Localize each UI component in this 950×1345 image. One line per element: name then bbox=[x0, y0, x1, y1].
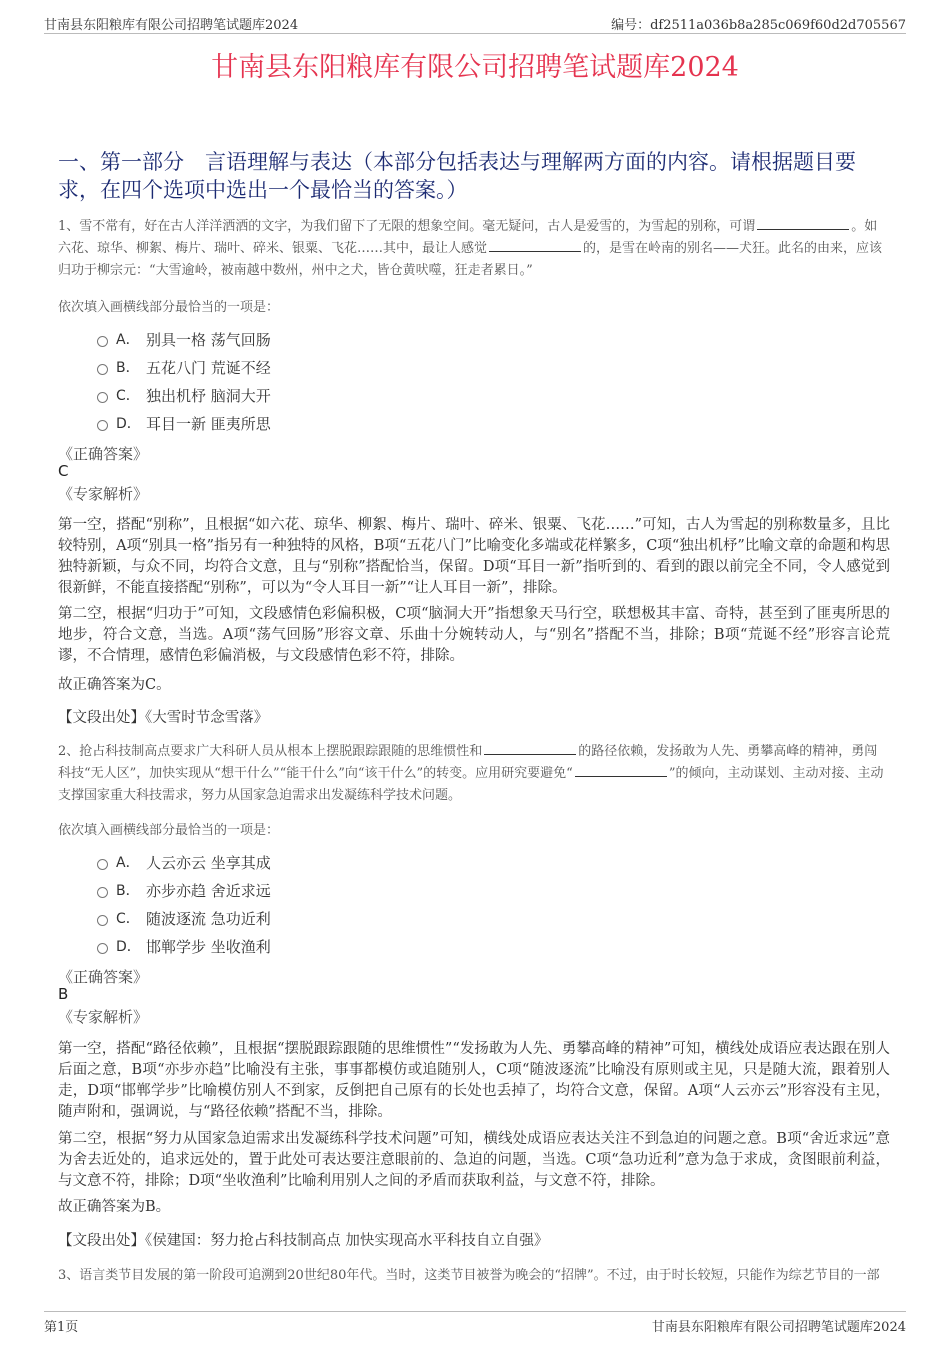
q1-answer-label: 《正确答案》 bbox=[58, 445, 149, 463]
question-2-text bbox=[58, 741, 890, 807]
q1-option-c[interactable] bbox=[97, 381, 271, 409]
option-text: 亦步亦趋 舍近求远 bbox=[146, 881, 271, 900]
radio-icon[interactable] bbox=[97, 887, 108, 898]
option-letter: C． bbox=[116, 911, 140, 927]
footer-doc-title: 甘南县东阳粮库有限公司招聘笔试题库2024 bbox=[651, 1320, 906, 1335]
q2-prompt: 依次填入画横线部分最恰当的一项是： bbox=[58, 823, 280, 838]
blank-line bbox=[575, 764, 667, 777]
q2-text-part-c: ”的倾向，主动谋划、主动对接、主动支撑国家重大科技需求，努力从国家急迫需求出发凝练科学技术问题。 bbox=[58, 766, 884, 803]
option-text: 独出机杼 脑洞大开 bbox=[146, 386, 271, 405]
option-text: 随波逐流 急功近利 bbox=[146, 909, 271, 928]
footer-divider bbox=[44, 1311, 906, 1312]
q1-text-part-c: 的，是雪在岭南的别名——犬狂。此名的由来，应该归功于柳宗元：“大雪逾岭，被南越中数州，州中之犬，皆仓黄吠噬，狂走者累日。” bbox=[58, 241, 883, 278]
q1-analysis-para-2: 第二空，根据“归功于”可知，文段感情色彩偏积极，C项“脑洞大开”指想象天马行空，联想极其丰富、奇特，甚至到了匪夷所思的地步，符合文意，当选。A项“荡气回肠”形容文章、乐曲十分婉转动人，与“别名”搭配不当，排除；B项“荒诞不经”形容言论荒谬，不合情理，感情色彩偏消极，与文段感情色彩不符，排除。 bbox=[58, 606, 890, 664]
option-letter: A． bbox=[116, 855, 140, 871]
page-title: 甘南县东阳粮库有限公司招聘笔试题库2024 bbox=[211, 52, 739, 83]
q1-option-d[interactable] bbox=[97, 409, 271, 437]
blank-line bbox=[484, 742, 576, 755]
q2-option-d[interactable] bbox=[97, 932, 271, 960]
q2-option-c[interactable] bbox=[97, 904, 271, 932]
q1-option-a[interactable] bbox=[97, 325, 271, 353]
question-3-text: 3、语言类节目发展的第一阶段可追溯到20世纪80年代。当时，这类节目被誉为晚会的“招牌”。不过，由于时长较短，只能作为综艺节目的一部 bbox=[58, 1268, 880, 1283]
radio-icon[interactable] bbox=[97, 392, 108, 403]
q1-text-part-b: 。如六花、琼华、柳絮、梅片、瑞叶、碎米、银粟、飞花……其中，最让人感觉 bbox=[58, 219, 878, 256]
q1-text-part-a: 1、雪不常有，好在古人洋洋洒洒的文字，为我们留下了无限的想象空间。毫无疑问，古人是爱雪的，为雪起的别称，可谓 bbox=[58, 219, 756, 234]
q2-answer-label: 《正确答案》 bbox=[58, 968, 149, 986]
radio-icon[interactable] bbox=[97, 915, 108, 926]
option-letter: D． bbox=[116, 939, 141, 955]
header-divider bbox=[44, 33, 906, 34]
question-1-text bbox=[58, 216, 890, 282]
radio-icon[interactable] bbox=[97, 336, 108, 347]
section-heading: 一、第一部分 言语理解与表达（本部分包括表达与理解两方面的内容。请根据题目要求，在四个选项中选出一个最恰当的答案。） bbox=[58, 150, 856, 202]
option-text: 邯郸学步 坐收渔利 bbox=[146, 937, 271, 956]
option-text: 耳目一新 匪夷所思 bbox=[146, 414, 271, 433]
blank-line bbox=[757, 217, 849, 230]
radio-icon[interactable] bbox=[97, 364, 108, 375]
q1-answer: C bbox=[58, 462, 69, 480]
q2-answer: B bbox=[58, 985, 69, 1003]
q2-text-part-a: 2、抢占科技制高点要求广大科研人员从根本上摆脱跟踪跟随的思维惯性和 bbox=[58, 744, 483, 759]
q1-option-b[interactable] bbox=[97, 353, 271, 381]
q2-option-b[interactable] bbox=[97, 876, 271, 904]
q2-text-part-b: 的路径依赖，发扬敢为人先、勇攀高峰的精神，勇闯科技“无人区”，加快实现从“想干什么”“能干什么”向“该干什么”的转变。应用研究要避免“ bbox=[58, 744, 878, 781]
q1-source: 【文段出处】《大雪时节念雪落》 bbox=[58, 710, 269, 726]
option-letter: B． bbox=[116, 883, 140, 899]
radio-icon[interactable] bbox=[97, 859, 108, 870]
q2-options bbox=[97, 848, 271, 960]
q2-conclusion: 故正确答案为B。 bbox=[58, 1199, 171, 1215]
q1-prompt: 依次填入画横线部分最恰当的一项是： bbox=[58, 300, 280, 315]
q1-options bbox=[97, 325, 271, 437]
option-letter: C． bbox=[116, 388, 140, 404]
option-text: 人云亦云 坐享其成 bbox=[146, 853, 271, 872]
blank-line bbox=[489, 239, 581, 252]
radio-icon[interactable] bbox=[97, 420, 108, 431]
header-doc-title: 甘南县东阳粮库有限公司招聘笔试题库2024 bbox=[44, 18, 299, 33]
page-number: 第1页 bbox=[44, 1320, 79, 1335]
q2-source: 【文段出处】《侯建国：努力抢占科技制高点 加快实现高水平科技自立自强》 bbox=[58, 1233, 549, 1249]
q2-option-a[interactable] bbox=[97, 848, 271, 876]
page-header bbox=[44, 12, 906, 32]
option-letter: D． bbox=[116, 416, 141, 432]
option-text: 别具一格 荡气回肠 bbox=[146, 330, 271, 349]
q1-conclusion: 故正确答案为C。 bbox=[58, 677, 171, 693]
option-letter: A． bbox=[116, 332, 140, 348]
option-text: 五花八门 荒诞不经 bbox=[146, 358, 271, 377]
q1-analysis-para-1: 第一空，搭配“别称”，且根据“如六花、琼华、柳絮、梅片、瑞叶、碎米、银粟、飞花……”可知，古人为雪起的别称数量多，且比较特别，A项“别具一格”指另有一种独特的风格，B项“五花八门”比喻变化多端或花样繁多，C项“独出机杼”比喻文章的命题和构思独特新颖，与众不同，均符合文意，且与“别称”搭配恰当，保留。D项“耳目一新”指听到的、看到的跟以前完全不同，令人感觉到很新鲜，不能直接搭配“别称”，可以为“令人耳目一新”“让人耳目一新”，排除。 bbox=[58, 517, 890, 596]
q2-analysis-label: 《专家解析》 bbox=[58, 1008, 149, 1026]
q2-analysis-para-1: 第一空，搭配“路径依赖”，且根据“摆脱跟踪跟随的思维惯性”“发扬敢为人先、勇攀高峰的精神”可知，横线处成语应表达跟在别人后面之意，B项“亦步亦趋”比喻没有主张，事事都模仿或追随别人，C项“随波逐流”比喻没有原则或主见，只是随大流，跟着别人走，D项“邯郸学步”比喻模仿别人不到家，反倒把自己原有的长处也丢掉了，均符合文意，保留。A项“人云亦云”形容没有主见，随声附和，强调说，与“路径依赖”搭配不当，排除。 bbox=[58, 1041, 890, 1120]
radio-icon[interactable] bbox=[97, 943, 108, 954]
q2-analysis-para-2: 第二空，根据“努力从国家急迫需求出发凝练科学技术问题”可知，横线处成语应表达关注不到急迫的问题之意。B项“舍近求远”意为舍去近处的，追求远处的，置于此处可表达要注意眼前的、急迫的问题，当选。C项“急功近利”意为急于求成，贪图眼前利益，与文意不符，排除；D项“坐收渔利”比喻利用别人之间的矛盾而获取利益，与文意不符，排除。 bbox=[58, 1131, 890, 1189]
option-letter: B． bbox=[116, 360, 140, 376]
q1-analysis-label: 《专家解析》 bbox=[58, 485, 149, 503]
header-doc-id: 编号：df2511a036b8a285c069f60d2d705567 bbox=[611, 18, 906, 33]
